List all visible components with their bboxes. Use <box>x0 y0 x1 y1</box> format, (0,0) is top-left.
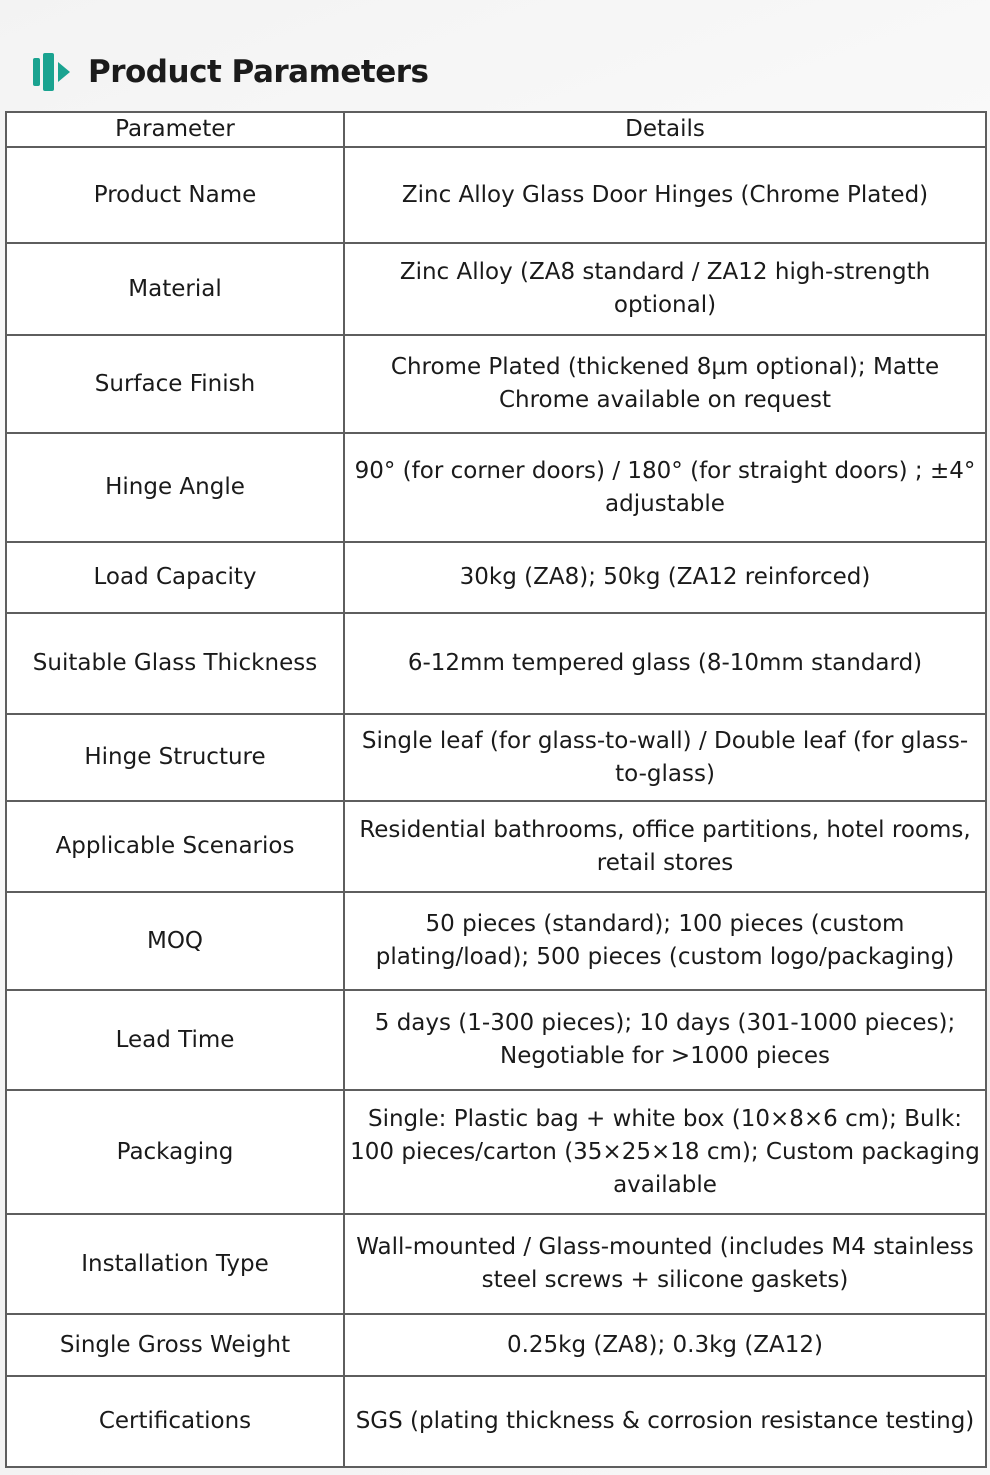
parameter-cell: Suitable Glass Thickness <box>6 613 344 714</box>
parameter-cell: Certifications <box>6 1376 344 1467</box>
parameters-table <box>5 111 987 1468</box>
parameter-cell: Hinge Angle <box>6 433 344 542</box>
table-row <box>6 433 986 542</box>
table-row <box>6 801 986 892</box>
details-cell: 50 pieces (standard); 100 pieces (custom plating/load); 500 pieces (custom logo/packaging) <box>344 892 986 990</box>
column-header-parameter: Parameter <box>6 112 344 147</box>
table-row <box>6 1214 986 1314</box>
details-cell: Zinc Alloy (ZA8 standard / ZA12 high-strength optional) <box>344 243 986 335</box>
table-row <box>6 335 986 433</box>
details-cell: Single: Plastic bag + white box (10×8×6 cm); Bulk: 100 pieces/carton (35×25×18 cm); Custom packaging available <box>344 1090 986 1214</box>
table-row <box>6 147 986 243</box>
parameter-cell: Material <box>6 243 344 335</box>
parameter-cell: Hinge Structure <box>6 714 344 801</box>
split-bar-icon <box>32 50 72 94</box>
parameter-cell: Lead Time <box>6 990 344 1090</box>
details-cell: 30kg (ZA8); 50kg (ZA12 reinforced) <box>344 542 986 613</box>
details-cell: Residential bathrooms, office partitions, hotel rooms, retail stores <box>344 801 986 892</box>
details-cell: Single leaf (for glass-to-wall) / Double leaf (for glass-to-glass) <box>344 714 986 801</box>
details-cell: SGS (plating thickness & corrosion resistance testing) <box>344 1376 986 1467</box>
details-cell: 0.25kg (ZA8); 0.3kg (ZA12) <box>344 1314 986 1376</box>
parameter-cell: Packaging <box>6 1090 344 1214</box>
parameter-cell: MOQ <box>6 892 344 990</box>
table-row <box>6 613 986 714</box>
parameter-cell: Surface Finish <box>6 335 344 433</box>
table-row <box>6 892 986 990</box>
section-header <box>32 48 428 96</box>
details-cell: Zinc Alloy Glass Door Hinges (Chrome Plated) <box>344 147 986 243</box>
table-row <box>6 542 986 613</box>
table-row <box>6 1090 986 1214</box>
details-cell: 90° (for corner doors) / 180° (for straight doors) ; ±4° adjustable <box>344 433 986 542</box>
column-header-details: Details <box>344 112 986 147</box>
parameter-cell: Single Gross Weight <box>6 1314 344 1376</box>
table-row <box>6 990 986 1090</box>
details-cell: Chrome Plated (thickened 8μm optional); Matte Chrome available on request <box>344 335 986 433</box>
details-cell: Wall-mounted / Glass-mounted (includes M4 stainless steel screws + silicone gaskets) <box>344 1214 986 1314</box>
table-row <box>6 1376 986 1467</box>
details-cell: 5 days (1-300 pieces); 10 days (301-1000 pieces); Negotiable for >1000 pieces <box>344 990 986 1090</box>
parameter-cell: Installation Type <box>6 1214 344 1314</box>
table-row <box>6 714 986 801</box>
table-header-row <box>6 112 986 147</box>
table-row <box>6 1314 986 1376</box>
page-title: Product Parameters <box>88 54 429 90</box>
parameter-cell: Load Capacity <box>6 542 344 613</box>
details-cell: 6-12mm tempered glass (8-10mm standard) <box>344 613 986 714</box>
parameter-cell: Applicable Scenarios <box>6 801 344 892</box>
parameter-cell: Product Name <box>6 147 344 243</box>
table-row <box>6 243 986 335</box>
